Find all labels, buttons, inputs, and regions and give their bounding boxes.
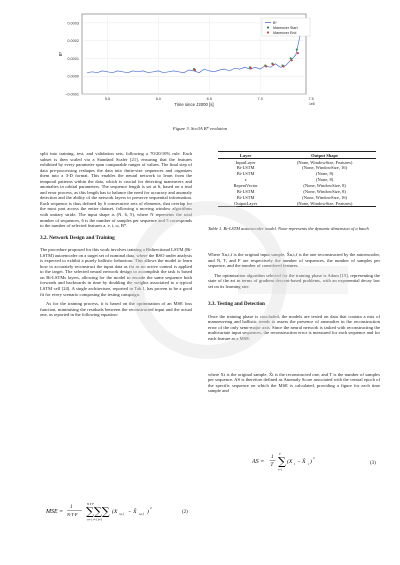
svg-text:2: 2	[150, 506, 152, 510]
table-row: InputLayer (None, WindowSize, Features)	[235, 159, 353, 165]
right-column	[208, 252, 380, 394]
table-header-layer: Layer	[218, 152, 273, 159]
right-paragraph-2: The optimisation algorithm selected for the training phase is Adam [15], representing the state of the art in terms of gradient descent-based problems, with an exponential decay law set on its learning rate.	[208, 272, 380, 289]
svg-text:t: t	[294, 462, 295, 466]
left-paragraph-3: As for the training process, it is based on the optimisation of an MSE loss function, minimising the residuals between the reconstructed input and the actual one, as reported in the following equation:	[40, 301, 192, 318]
left-paragraph-1: split into training, test, and validation sets, following a 70/20/10% rule. Each subset is then scaled via a Standard Scaler [21], ensuring that the features exhibited by every parameter span comparable ranges of values. The final step of data pre-processing reshapes the data into finite-size sequences and organizes them into a 3-D format. This enables the neural network to learn from the temporal patterns within the data, which is crucial for detecting maneuvers and anomalies in orbital parameters. The sequence length is set at 6, based on a trial and error process, as this length has to balance the need for accuracy and anomaly detection and the ability of the network layers to preserve sequential information. Each sequence is thus defined by 6 consecutive sets of elements, that overlap for the most part across the entire dataset, following a moving window algorithms with unitary stride. The input shape is (N, 6, 5), where N represents the total number of sequences, 6 is the number of samples per sequence and 5 corresponds to the number of selected features a, e, i, ω, B*.	[40, 151, 192, 229]
svg-text:2: 2	[313, 456, 315, 460]
x-tick-label: 5.5	[104, 97, 111, 101]
table-row: z (None, 8)	[244, 177, 334, 183]
right-paragraph-3: Once the training phase is concluded, the models are tested on data that contain a mix of manoeuvring and ballistic trends to assess the presence of anomalies in the reconstruction error of the only semi-major axis. Since the neural network is tasked with reconstructing the multivariate input sequences, the reconstruction error is measured for each sequence and for each feature as a MSE:	[208, 313, 380, 342]
svg-text:− X̂: − X̂	[297, 459, 306, 465]
svg-text:(X: (X	[287, 459, 293, 465]
y-tick-label: 0.0000	[67, 74, 79, 79]
x-scale-label: 1e8	[309, 102, 315, 106]
svg-text:∑: ∑	[278, 455, 286, 468]
y-tick-label: 0.0003	[67, 21, 79, 26]
left-paragraph-2: The procedure proposed for this work involves training a Bidirectional LSTM (Bi-LSTM) autoencoder on a target set of nominal data, where the RSO under analysis is expected to exhibit a purely ballistic behaviour. This allows the model to learn how to accurately reconstruct the input data as far as no active control is applied to the target. The selected neural network design to accomplish the task is based on Bi-LSTMs layers, allowing for the model to encode the same sequence both forwards and backwards in time by doubling the weights associated to a typical LSTM cell [24]. A single architecture, reported in Tab.1, has proven to be a good fit for every scenario composing the testing campaign.	[40, 247, 192, 297]
x-tick-label: 7.0	[257, 97, 263, 101]
y-tick-label: 0.0001	[67, 56, 79, 61]
marker-maneuver-end	[265, 65, 267, 67]
y-tick-label: 0.0002	[67, 39, 79, 44]
marker-maneuver-end	[297, 52, 299, 54]
left-column	[40, 151, 192, 318]
table-header-output-shape: Output Shape	[273, 152, 376, 159]
mse-formula	[46, 500, 186, 522]
table-row: OutputLayer (None, WindowSize, Features)	[218, 200, 376, 206]
marker-maneuver-end	[291, 59, 293, 61]
architecture-table	[218, 151, 376, 207]
marker-maneuver-end	[283, 65, 285, 67]
x-tick-label: 7.5	[308, 97, 314, 101]
right-paragraph-4: where Xt is the original sample, X̂t is the reconstructed one, and T is the number of samples per sequence. AS is therefore defined as Anomaly Score associated with the central epoch of the specific sequence on which the MSE is calculated, providing a figure for each time sample and	[208, 371, 380, 394]
marker-maneuver-end	[272, 64, 274, 66]
x-axis-label: Time since J2000 [s]	[174, 102, 214, 107]
equation-3-number: (3)	[370, 461, 376, 466]
svg-text:N T F: N T F	[87, 502, 94, 506]
svg-text:− X̂: − X̂	[128, 509, 137, 515]
svg-text:AS =: AS =	[252, 459, 265, 465]
marker-maneuver-end	[194, 69, 196, 71]
mse-equation	[46, 500, 186, 524]
right-paragraph-1: Where Xn,t,f is the original input sample, X̂n,t,f is the one reconstructed by the autoencoder, and N, T, and F are respectively the number of sequences, the number of samples per sequence, and the number of considered features.	[208, 252, 380, 269]
y-axis-label: B*	[58, 51, 63, 57]
table-row: Bi-LSTM (None, WindowSize, 8)	[236, 188, 346, 194]
legend-label: B*	[273, 20, 277, 25]
table-row: RepeatVector (None, WindowSize, 8)	[233, 183, 346, 189]
svg-text:N·T·F: N·T·F	[67, 512, 78, 517]
table-row: Bi-LSTM (None, WindowSize, 16)	[236, 165, 347, 171]
figure-caption: Figure 3. Sco3A B* evolution	[172, 126, 228, 131]
legend-label: Maneuver Start	[273, 25, 298, 30]
legend-label: Maneuver End	[273, 30, 297, 35]
legend-swatch	[267, 31, 269, 33]
svg-text:n,t,f: n,t,f	[119, 512, 124, 516]
section-heading-testing: 3.3. Testing and Detection	[208, 301, 265, 308]
marker-maneuver-start	[296, 48, 298, 50]
anomaly-score-formula	[252, 450, 342, 472]
svg-text:1: 1	[70, 505, 73, 510]
table-caption: Table 1. Bi-LSTM autoencoder model. None represents the dynamic dimension of a batch	[208, 226, 369, 231]
marker-maneuver-end	[250, 67, 252, 69]
x-tick-label: 6.5	[206, 97, 212, 101]
svg-text:n=1 t=1 f=1: n=1 t=1 f=1	[87, 517, 103, 522]
svg-text:1: 1	[271, 455, 274, 460]
svg-text:T: T	[270, 463, 274, 468]
svg-text:t=1: t=1	[278, 467, 283, 472]
svg-text:(X: (X	[112, 509, 118, 515]
svg-text:): )	[147, 509, 149, 515]
svg-text:∑∑∑: ∑∑∑	[86, 505, 110, 518]
table-row: Bi-LSTM (None, WindowSize, 16)	[236, 194, 347, 200]
equation-2-number: (2)	[182, 510, 188, 515]
legend-swatch	[267, 26, 269, 28]
section-heading-network-design: 3.2. Network Design and Training	[40, 234, 115, 241]
svg-text:n,t,f: n,t,f	[139, 512, 144, 516]
table-row: Bi-LSTM (None, 8)	[236, 171, 334, 177]
svg-text:T: T	[279, 452, 281, 456]
y-tick-label: −0.0001	[65, 92, 79, 97]
anomaly-score-equation	[252, 450, 342, 474]
svg-text:MSE =: MSE =	[46, 509, 64, 515]
svg-text:t: t	[308, 462, 309, 466]
x-tick-label: 6.0	[155, 97, 162, 101]
svg-text:): )	[310, 459, 312, 465]
